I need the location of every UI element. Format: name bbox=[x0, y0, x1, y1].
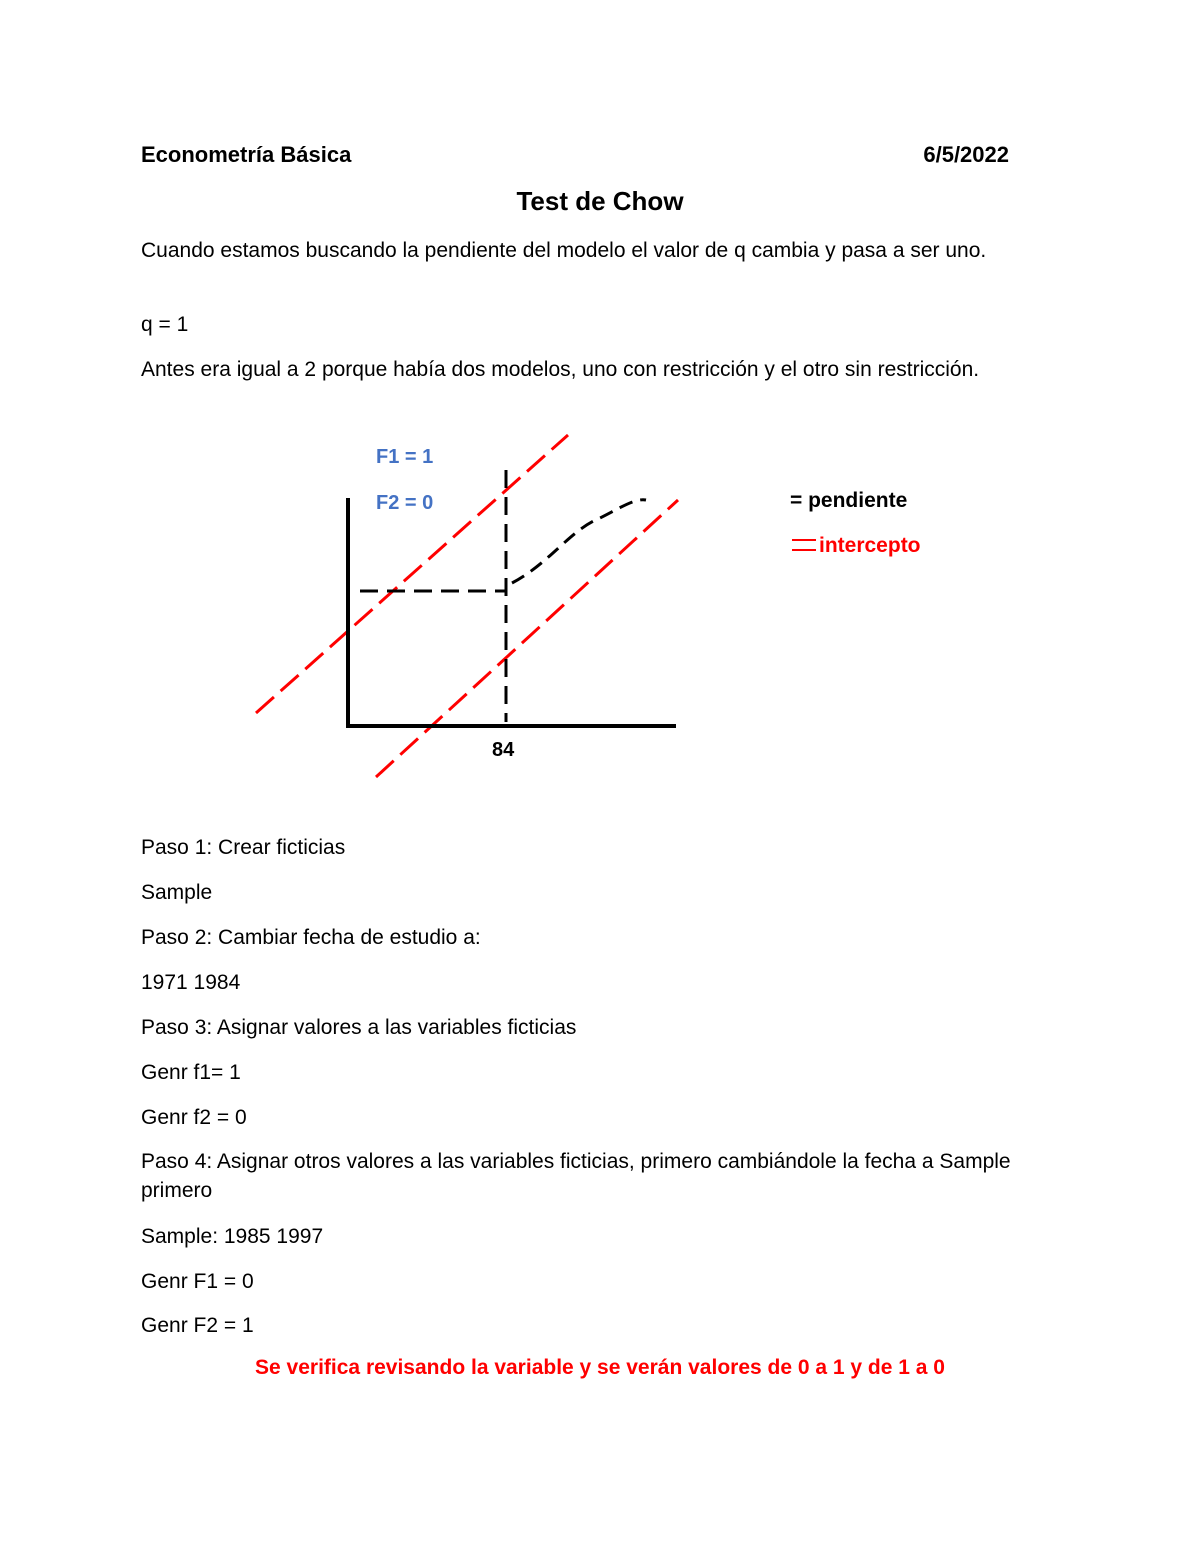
legend-intercepto: intercepto bbox=[819, 534, 921, 557]
red-line-upper bbox=[256, 435, 568, 713]
intro-paragraph: Cuando estamos buscando la pendiente del modelo el valor de q cambia y pasa a ser uno. bbox=[141, 239, 987, 262]
f1-label: F1 = 1 bbox=[376, 446, 434, 468]
chow-diagram bbox=[250, 430, 950, 790]
step-3-f2: Genr f2 = 0 bbox=[141, 1106, 247, 1129]
step-4: Paso 4: Asignar otros valores a las variables ficticias, primero cambiándole la fecha a Sample primero bbox=[141, 1150, 1011, 1202]
f2-label: F2 = 0 bbox=[376, 492, 434, 514]
step-3-f1: Genr f1= 1 bbox=[141, 1061, 241, 1084]
course-name: Econometría Básica bbox=[141, 142, 352, 167]
legend-pendiente: = pendiente bbox=[790, 489, 908, 512]
step-3: Paso 3: Asignar valores a las variables ficticias bbox=[141, 1016, 577, 1039]
step-4-sample: Sample: 1985 1997 bbox=[141, 1225, 324, 1248]
document-date: 6/5/2022 bbox=[923, 142, 1009, 167]
step-2: Paso 2: Cambiar fecha de estudio a: bbox=[141, 926, 481, 949]
antes-paragraph: Antes era igual a 2 porque había dos modelos, uno con restricción y el otro sin restricción. bbox=[141, 358, 980, 381]
step-1-detail: Sample bbox=[141, 881, 213, 904]
step-2-detail: 1971 1984 bbox=[141, 971, 241, 994]
step-4-f1: Genr F1 = 0 bbox=[141, 1270, 254, 1293]
page-title: Test de Chow bbox=[516, 186, 684, 216]
final-note: Se verifica revisando la variable y se verán valores de 0 a 1 y de 1 a 0 bbox=[255, 1356, 945, 1379]
axis-label-84: 84 bbox=[492, 739, 515, 761]
q-equation: q = 1 bbox=[141, 313, 189, 336]
slope-curve bbox=[512, 500, 646, 583]
legend-intercepto-marker bbox=[792, 540, 816, 550]
step-4-f2: Genr F2 = 1 bbox=[141, 1314, 254, 1337]
red-line-lower bbox=[376, 500, 678, 777]
step-1: Paso 1: Crear ficticias bbox=[141, 836, 346, 859]
